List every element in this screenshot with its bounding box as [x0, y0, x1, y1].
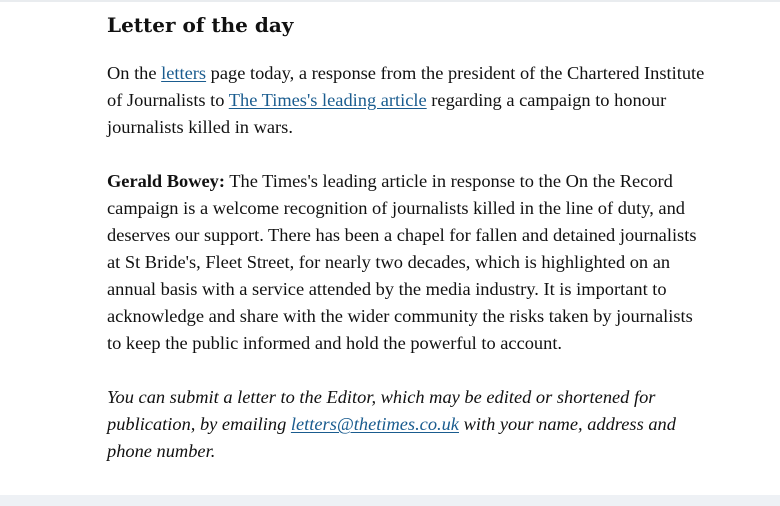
intro-text-middle: page today, a response from the president of the Chartered Institute of Journalists to	[107, 63, 705, 110]
letter-paragraph	[107, 168, 707, 357]
submission-note	[107, 384, 707, 465]
letter-body: The Times's leading article in response to the On the Record campaign is a welcome recognition of journalists killed in the line of duty, and deserves our support. There has been a chapel for fallen and detained journalists at St Bride's, Fleet Street, for nearly two decades, which is highlighted on an annual basis with a service attended by the media industry. It is important to acknowledge and share with the wider community the risks taken by journalists to keep the public informed and hold the powerful to account.	[107, 171, 697, 353]
intro-text-end: regarding a campaign to honour journalists killed in wars.	[107, 90, 667, 137]
letter-author: Gerald Bowey:	[107, 171, 225, 191]
intro-paragraph	[107, 60, 707, 141]
top-divider	[0, 0, 780, 2]
intro-text-start: On the	[107, 63, 162, 83]
article-title: Letter of the day	[107, 13, 294, 37]
letters-email-link[interactable]: letters@thetimes.co.uk	[290, 414, 459, 434]
note-text-end: with your name, address and phone number.	[107, 414, 676, 461]
note-text-start: You can submit a letter to the Editor, which may be edited or shortened for publication, by emailing	[107, 387, 656, 434]
letters-page-link[interactable]: letters	[161, 63, 207, 83]
leading-article-link[interactable]: The Times's leading article	[228, 90, 427, 110]
letter-article	[107, 10, 707, 465]
footer-band	[0, 495, 780, 506]
